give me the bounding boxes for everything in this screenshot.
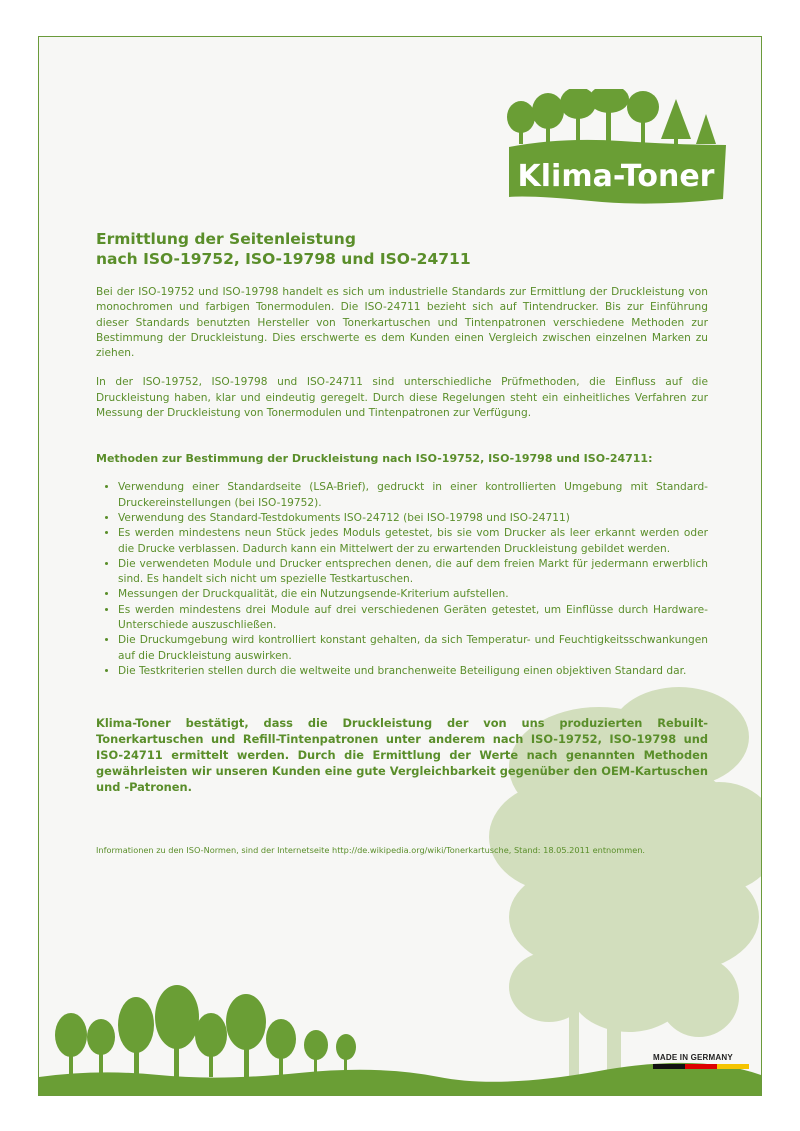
intro-paragraph: Bei der ISO-19752 und ISO-19798 handelt es sich um industrielle Standards zur Ermittlung der Druckleistung von monochromen und farbigen Tonermodulen. Die ISO-24711 bezieht sich auf Tintendrucker. Bis zur Einführung dieser Standards benutzten Hersteller von Tonerkartuschen und Tintenpatronen verschiedene Methoden zur Bestimmung der Druckleistung. Dies erschwerte es dem Kunden einen Vergleich zwischen einzelnen Marken zu ziehen. bbox=[96, 286, 708, 360]
methods-list bbox=[96, 480, 708, 679]
source-footnote: Informationen zu den ISO-Normen, sind der Internetseite http://de.wikipedia.org/wiki/Tonerkartusche, Stand: 18.05.2011 entnommen. bbox=[96, 845, 646, 856]
logo-text: Klima-Toner bbox=[517, 159, 715, 194]
list-item: • Verwendung einer Standardseite (LSA-Brief), gedruckt in einer kontrollierten Umgebung mit Standard-Druckereinstellungen (bei ISO-19752). bbox=[118, 480, 708, 511]
made-in-label: MADE IN GERMANY bbox=[653, 1053, 733, 1062]
list-item: • Es werden mindestens neun Stück jedes Moduls getestet, bis sie vom Drucker als leer erkannt werden oder die Drucke verblassen. Dadurch kann ein Mittelwert der zu erwartenden Druckleistung gebildet werden. bbox=[118, 526, 708, 557]
document-body bbox=[96, 229, 708, 856]
page-frame bbox=[38, 36, 762, 1096]
made-in-germany-badge bbox=[653, 1053, 749, 1069]
list-item: • Die Druckumgebung wird kontrolliert konstant gehalten, da sich Temperatur- und Feuchtigkeitsschwankungen auf die Druckleistung auswirken. bbox=[118, 633, 708, 664]
title-line-2: nach ISO-19752, ISO-19798 und ISO-24711 bbox=[96, 250, 471, 268]
list-item: • Die Testkriterien stellen durch die weltweite und branchenweite Beteiligung einen objektiven Standard dar. bbox=[118, 664, 708, 679]
list-item: • Es werden mindestens drei Module auf drei verschiedenen Geräten getestet, um Einflüsse durch Hardware-Unterschiede auszuschließen. bbox=[118, 603, 708, 634]
klima-toner-logo bbox=[501, 89, 731, 229]
title-line-1: Ermittlung der Seitenleistung bbox=[96, 230, 356, 248]
methods-heading: Methoden zur Bestimmung der Druckleistung nach ISO-19752, ISO-19798 und ISO-24711: bbox=[96, 452, 653, 466]
list-item: • Die verwendeten Module und Drucker entsprechen denen, die auf dem freien Markt für jedermann erwerblich sind. Es handelt sich nicht um spezielle Testkartuschen. bbox=[118, 557, 708, 588]
list-item: • Verwendung des Standard-Testdokuments ISO-24712 (bei ISO-19798 und ISO-24711) bbox=[118, 511, 708, 526]
regulation-paragraph: In der ISO-19752, ISO-19798 und ISO-24711 sind unterschiedliche Prüfmethoden, die Einfluss auf die Druckleistung haben, klar und eindeutig geregelt. Durch diese Regelungen steht ein einheitliches Verfahren zur Messung der Druckleistung von Tonermodulen und Tintenpatronen zur Verfügung. bbox=[96, 376, 708, 420]
germany-flag-icon bbox=[653, 1064, 749, 1069]
list-item: • Messungen der Druckqualität, die ein Nutzungsende-Kriterium aufstellen. bbox=[118, 587, 708, 602]
closing-statement: Klima-Toner bestätigt, dass die Druckleistung der von uns produzierten Rebuilt-Tonerkartuschen und Refill-Tintenpatronen unter anderem nach ISO-19752, ISO-19798 und ISO-24711 ermittelt werden. Durch die Ermittlung der Werte nach genannten Methoden gewährleisten wir unseren Kunden eine gute Vergleichbarkeit gegenüber den OEM-Kartuschen und -Patronen. bbox=[96, 716, 708, 795]
document-title bbox=[96, 229, 708, 269]
